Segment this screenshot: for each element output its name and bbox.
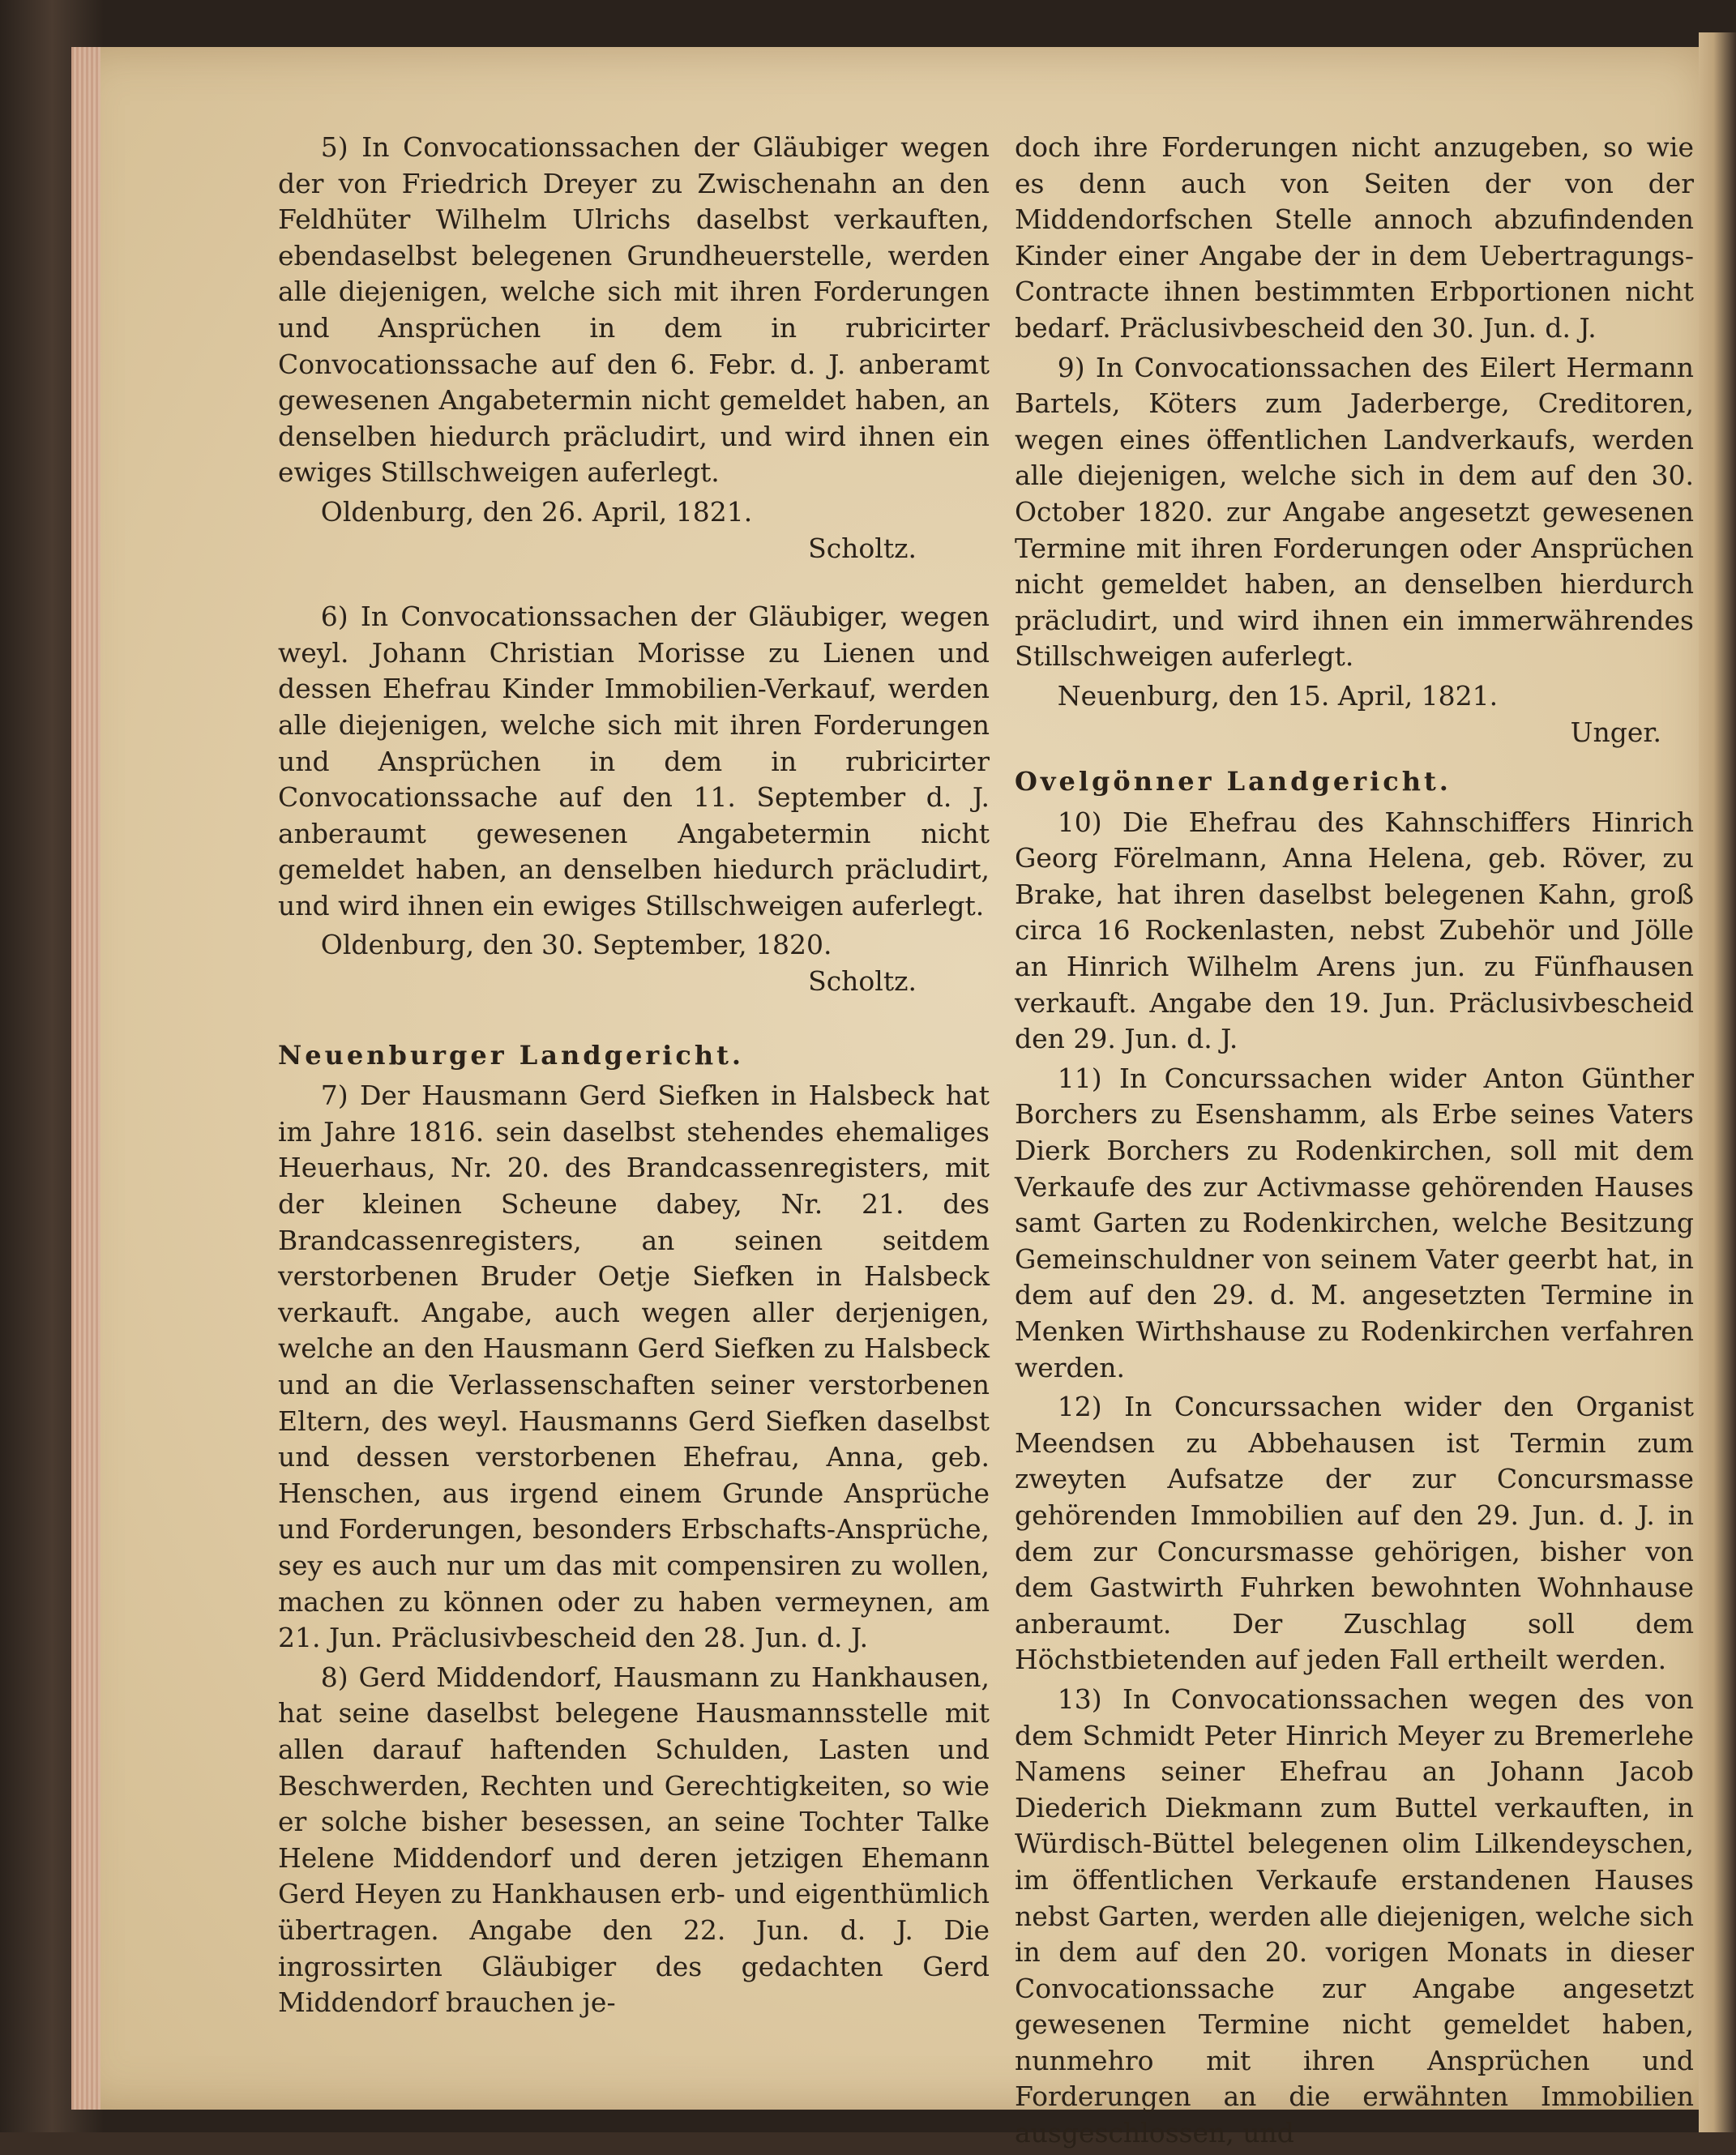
notice-9-date: Neuenburg, den 15. April, 1821.: [1057, 679, 1499, 712]
section-heading-ovelgoenne: Ovelgönner Landgericht.: [1015, 766, 1452, 797]
notice-12: 12) In Concurssachen wider den Organist Meendsen zu Abbehausen ist Termin zum zweyten Aufsatze der zur Concursmasse gehörenden Immobilien auf den 29. Jun. d. J. in dem zur Concursmasse gehörigen, bisher von dem Gastwirth Fuhrken bewohnten Wohnhause anberaumt. Der Zuschlag soll dem Höchstbietenden auf jeden Fall ertheilt werden.: [1015, 1391, 1694, 1676]
page-gutter: [1699, 32, 1736, 2132]
notice-5-signature: Scholtz.: [808, 532, 917, 564]
spacer: [278, 567, 990, 599]
left-column: [278, 130, 990, 2025]
notice-8: 8) Gerd Middendorf, Hausmann zu Hankhausen, hat seine daselbst belegene Hausmannsstelle mit allen darauf haftenden Schulden, Lasten und Beschwerden, Rechten und Gerechtigkeiten, so wie er solche bisher besessen, an seine Tochter Talke Helene Middendorf und deren jetzigen Ehemann Gerd Heyen zu Hankhausen erb- und eigenthümlich übertragen. Angabe den 22. Jun. d. J. Die ingrossirten Gläubiger des gedachten Gerd Middendorf brauchen je-: [278, 1661, 990, 2019]
notice-6-date: Oldenburg, den 30. September, 1820.: [320, 929, 832, 961]
page-stack-edge: [71, 47, 100, 2110]
notice-8-continued: doch ihre Forderungen nicht anzugeben, so wie es denn auch von Seiten der von der Middendorfschen Stelle annoch abzufindenden Kinder einer Angabe der in dem Uebertragungs-Contracte ihnen bestimmten Erbportionen nicht bedarf. Präclusivbescheid den 30. Jun. d. J.: [1015, 131, 1694, 344]
notice-6-signature: Scholtz.: [808, 965, 917, 998]
notice-11: 11) In Concurssachen wider Anton Günther Borchers zu Esenshamm, als Erbe seines Vaters Dierk Borchers zu Rodenkirchen, soll mit dem Verkaufe des zur Activmasse gehörenden Hauses samt Garten zu Rodenkirchen, welche Besitzung Gemeinschuldner von seinem Vater geerbt hat, in dem auf den 29. d. M. angesetzten Termine in Menken Wirthshause zu Rodenkirchen verfahren werden.: [1015, 1062, 1694, 1383]
notice-10: 10) Die Ehefrau des Kahnschiffers Hinrich Georg Förelmann, Anna Helena, geb. Röver, zu Brake, hat ihren daselbst belegenen Kahn, groß circa 16 Rockenlasten, nebst Zubehör und Jölle an Hinrich Wilhelm Arens jun. zu Fünfhausen verkauft. Angabe den 19. Jun. Präclusivbescheid den 29. Jun. d. J.: [1015, 806, 1694, 1055]
notice-6: 6) In Convocationssachen der Gläubiger, wegen weyl. Johann Christian Morisse zu Lienen und dessen Ehefrau Kinder Immobilien-Verkauf, werden alle diejenigen, welche sich mit ihren Forderungen und Ansprüchen in dem in rubricirter Convocationssache auf den 11. September d. J. anberaumt gewesenen Angabetermin nicht gemeldet haben, an denselben hiedurch präcludirt, und wird ihnen ein ewiges Stillschweigen auferlegt.: [278, 601, 990, 921]
notice-7: 7) Der Hausmann Gerd Siefken in Halsbeck hat im Jahre 1816. sein daselbst stehendes ehemaliges Heuerhaus, Nr. 20. des Brandcassenregisters, mit der kleinen Scheune dabey, Nr. 21. des Brandcassenregisters, an seinen seitdem verstorbenen Bruder Oetje Siefken in Halsbeck verkauft. Angabe, auch wegen aller derjenigen, welche an den Hausmann Gerd Siefken zu Halsbeck und an die Verlassenschaften seiner verstorbenen Eltern, des weyl. Hausmanns Gerd Siefken daselbst und dessen verstorbenen Ehefrau, Anna, geb. Henschen, aus irgend einem Grunde Ansprüche und Forderungen, besonders Erbschafts-Ansprüche, sey es auch nur um das mit compensiren zu wollen, machen zu können oder zu haben vermeynen, am 21. Jun. Präclusivbescheid den 28. Jun. d. J.: [278, 1080, 990, 1654]
notice-5: 5) In Convocationssachen der Gläubiger wegen der von Friedrich Dreyer zu Zwischenahn an den Feldhüter Wilhelm Ulrichs daselbst verkauften, ebendaselbst belegenen Grundheuerstelle, werden alle diejenigen, welche sich mit ihren Forderungen und Ansprüchen in dem in rubricirter Convocationssache auf den 6. Febr. d. J. anberamt gewesenen Angabetermin nicht gemeldet haben, an denselben hiedurch präcludirt, und wird ihnen ein ewiges Stillschweigen auferlegt.: [278, 131, 990, 489]
right-column: [1015, 130, 1694, 2155]
section-heading-neuenburg: Neuenburger Landgericht.: [278, 1039, 745, 1071]
notice-13: 13) In Convocationssachen wegen des von dem Schmidt Peter Hinrich Meyer zu Bremerlehe Namens seiner Ehefrau an Johann Jacob Diederich Diekmann zum Buttel verkauften, in Würdisch-Büttel belegenen olim Lilkendeyschen, im öffentlichen Verkaufe erstandenen Hauses nebst Garten, werden alle diejenigen, welche sich in dem auf den 20. vorigen Monats in dieser Convocationssache zur Angabe angesetzt gewesenen Termine nicht gemeldet haben, nunmehro mit ihren Ansprüchen und Forderungen an die erwähnten Immobilien ausgeschlossen, und: [1015, 1683, 1694, 2149]
notice-9: 9) In Convocationssachen des Eilert Hermann Bartels, Köters zum Jaderberge, Creditoren, wegen eines öffentlichen Landverkaufs, werden alle diejenigen, welche sich in dem auf den 30. October 1820. zur Angabe angesetzt gewesenen Termine mit ihren Forderungen oder Ansprüchen nicht gemeldet haben, an denselben hierdurch präcludirt, und wird ihnen ein immerwährendes Stillschweigen auferlegt.: [1015, 351, 1694, 673]
notice-9-signature: Unger.: [1570, 716, 1661, 748]
notice-5-date: Oldenburg, den 26. April, 1821.: [320, 495, 753, 528]
